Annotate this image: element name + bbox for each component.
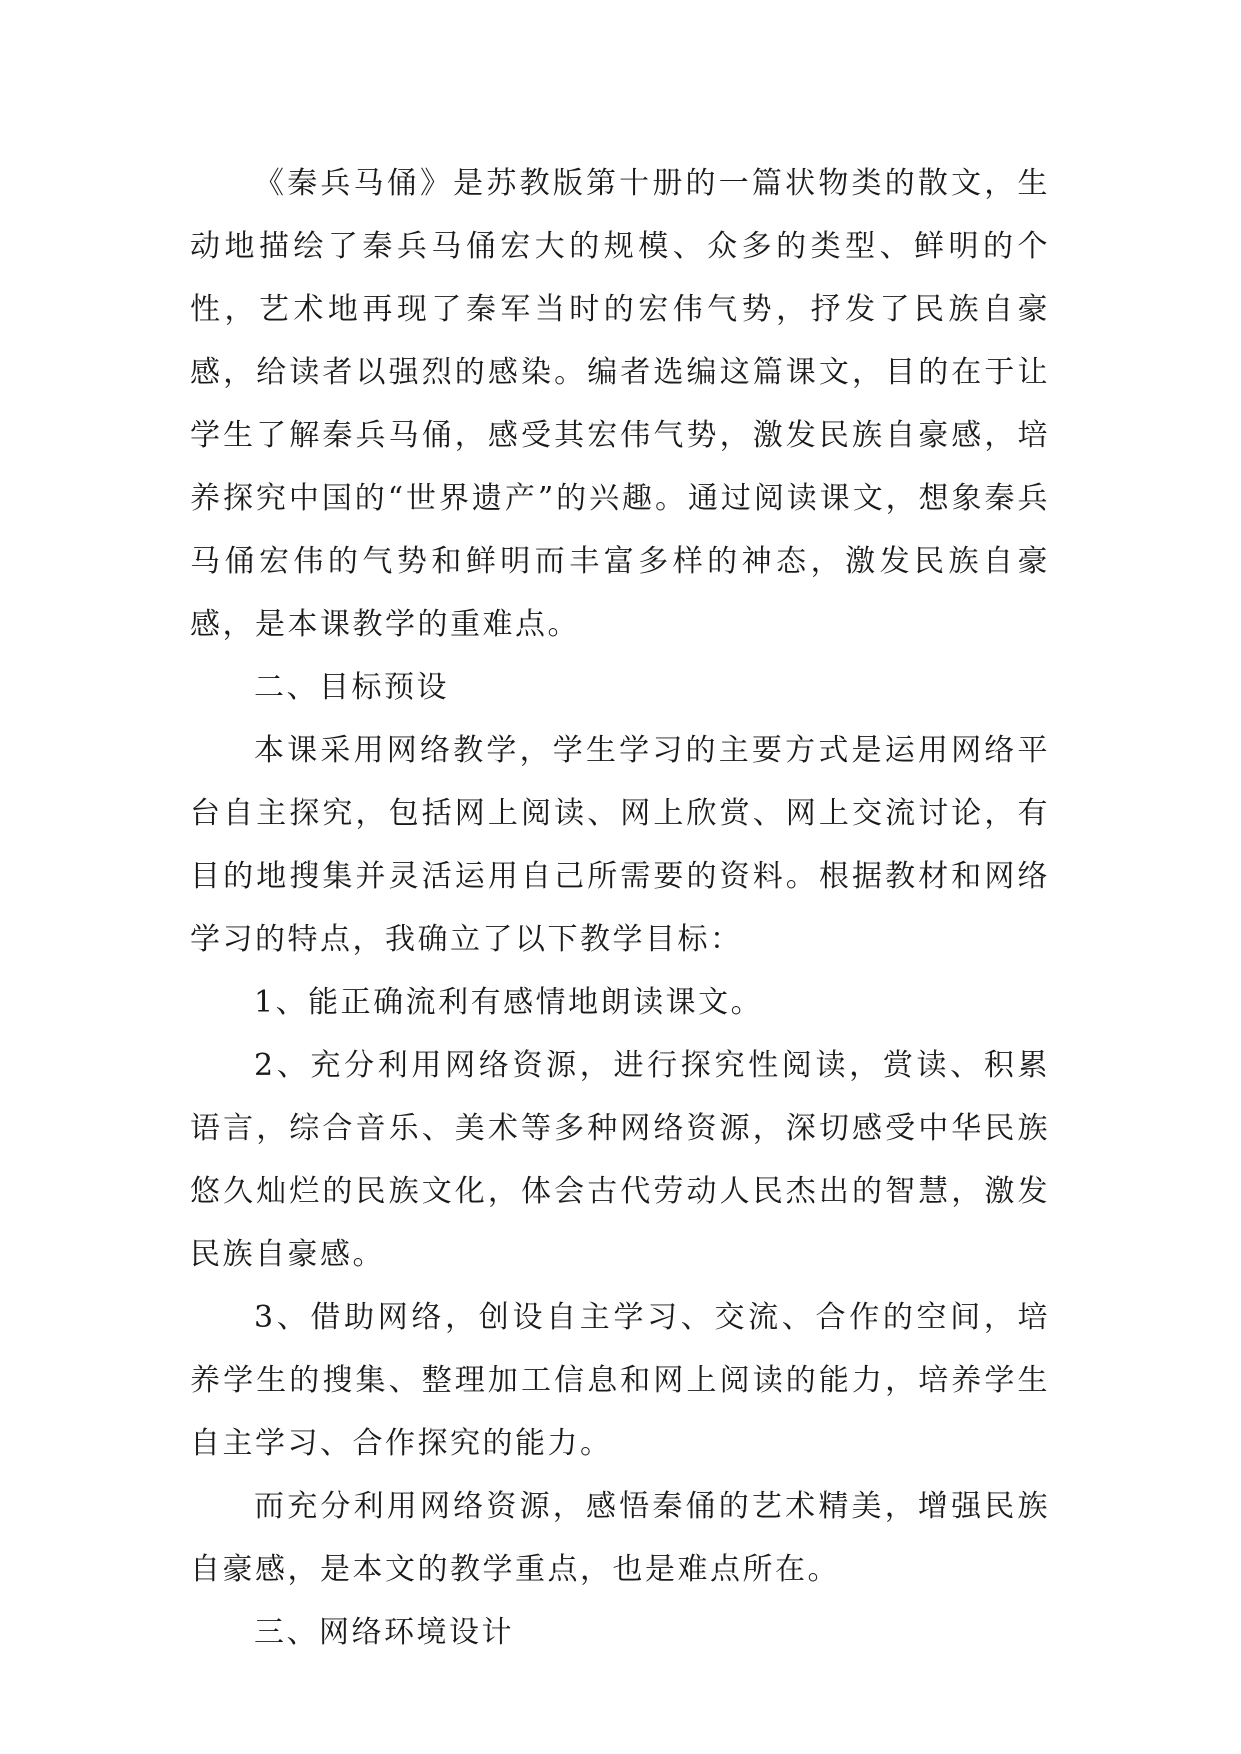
- goal-item-1: 1、能正确流利有感情地朗读课文。: [254, 985, 764, 1020]
- paragraph-key-point: 而充分利用网络资源，感悟秦俑的艺术精美，增强民族自豪感，是本文的教学重点，也是难点所在。: [190, 1489, 1050, 1587]
- section-heading-goals: 二、目标预设: [254, 670, 449, 705]
- paragraph-intro: 《秦兵马俑》是苏教版第十册的一篇状物类的散文，生动地描绘了秦兵马俑宏大的规模、众多的类型、鲜明的个性，艺术地再现了秦军当时的宏伟气势，抒发了民族自豪感，给读者以强烈的感染。编者选编这篇课文，目的在于让学生了解秦兵马俑，感受其宏伟气势，激发民族自豪感，培养探究中国的“世界遗产”的兴趣。通过阅读课文，想象秦兵马俑宏伟的气势和鲜明而丰富多样的神态，激发民族自豪感，是本课教学的重难点。: [190, 166, 1050, 642]
- document-page: [190, 152, 1050, 1664]
- goal-item-3: 3、借助网络，创设自主学习、交流、合作的空间，培养学生的搜集、整理加工信息和网上阅读的能力，培养学生自主学习、合作探究的能力。: [190, 1300, 1050, 1461]
- goal-item-2: 2、充分利用网络资源，进行探究性阅读，赏读、积累语言，综合音乐、美术等多种网络资源，深切感受中华民族悠久灿烂的民族文化，体会古代劳动人民杰出的智慧，激发民族自豪感。: [190, 1048, 1050, 1272]
- section-heading-network: 三、网络环境设计: [254, 1615, 514, 1650]
- paragraph-goals-intro: 本课采用网络教学，学生学习的主要方式是运用网络平台自主探究，包括网上阅读、网上欣赏、网上交流讨论，有目的地搜集并灵活运用自己所需要的资料。根据教材和网络学习的特点，我确立了以下教学目标：: [190, 733, 1050, 957]
